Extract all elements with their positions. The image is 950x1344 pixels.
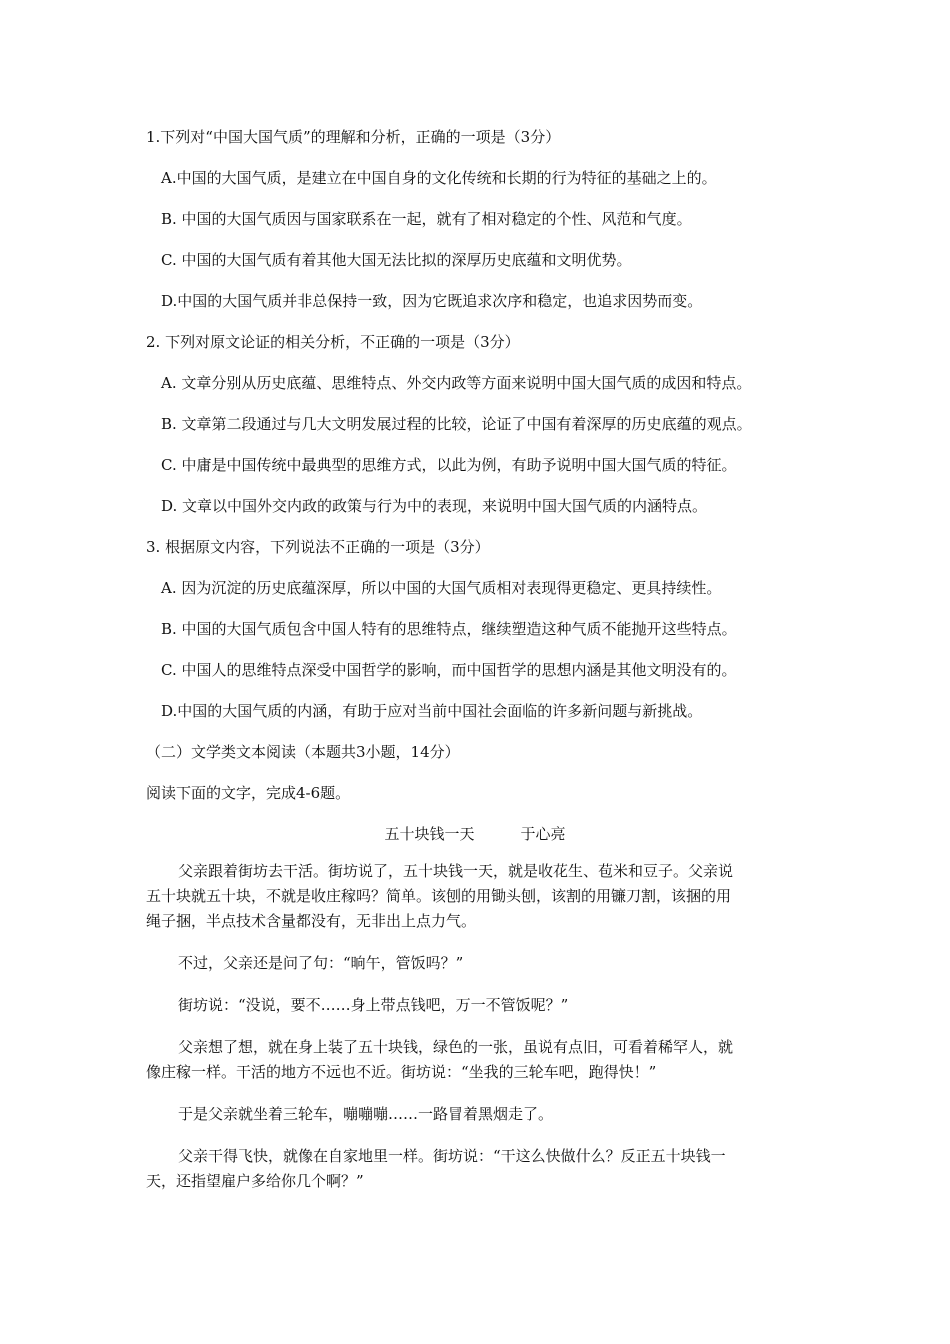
story-author: 于心亮: [520, 825, 566, 843]
story-paragraph-6-line-2: 天，还指望雇户多给你几个啊？”: [146, 1172, 364, 1190]
question-2-option-d: D. 文章以中国外交内政的政策与行为中的表现，来说明中国大国气质的内涵特点。: [161, 497, 708, 515]
question-1-option-d: D.中国的大国气质并非总保持一致，因为它既追求次序和稳定，也追求因势而变。: [161, 292, 703, 310]
story-paragraph-6-line-1: 父亲干得飞快，就像在自家地里一样。街坊说：“干这么快做什么？反正五十块钱一: [178, 1147, 726, 1165]
story-title: 五十块钱一天: [384, 825, 475, 843]
question-2-option-a: A. 文章分别从历史底蕴、思维特点、外交内政等方面来说明中国大国气质的成因和特点。: [161, 374, 752, 392]
story-paragraph-5: 于是父亲就坐着三轮车，嘣嘣嘣……一路冒着黑烟走了。: [178, 1105, 554, 1123]
question-2-option-b: B. 文章第二段通过与几大文明发展过程的比较，论证了中国有着深厚的历史底蕴的观点。: [161, 415, 752, 433]
story-paragraph-1-line-3: 绳子捆，半点技术含量都没有，无非出上点力气。: [146, 912, 477, 930]
question-1-option-b: B. 中国的大国气质因与国家联系在一起，就有了相对稳定的个性、风范和气度。: [161, 210, 692, 228]
story-paragraph-3: 街坊说：“没说，要不……身上带点钱吧，万一不管饭呢？”: [178, 996, 569, 1014]
question-1-option-a: A.中国的大国气质，是建立在中国自身的文化传统和长期的行为特征的基础之上的。: [161, 169, 717, 187]
question-1-option-c: C. 中国的大国气质有着其他大国无法比拟的深厚历史底蕴和文明优势。: [161, 251, 632, 269]
story-paragraph-1-line-1: 父亲跟着街坊去干活。街坊说了，五十块钱一天，就是收花生、苞米和豆子。父亲说: [178, 862, 734, 880]
question-3-option-c: C. 中国人的思维特点深受中国哲学的影响，而中国哲学的思想内涵是其他文明没有的。: [161, 661, 737, 679]
section-heading: （二）文学类文本阅读（本题共3小题，14分）: [146, 743, 460, 761]
story-title-line: [0, 824, 950, 844]
story-paragraph-4-line-2: 像庄稼一样。干活的地方不远也不近。街坊说：“坐我的三轮车吧，跑得快！”: [146, 1063, 657, 1081]
question-2-option-c: C. 中庸是中国传统中最典型的思维方式，以此为例，有助予说明中国大国气质的特征。: [161, 456, 737, 474]
question-2-stem: 2. 下列对原文论证的相关分析，不正确的一项是（3分）: [146, 333, 520, 351]
story-paragraph-2: 不过，父亲还是问了句：“晌午，管饭吗？”: [178, 954, 464, 972]
story-paragraph-1-line-2: 五十块就五十块，不就是收庄稼吗？简单。该刨的用锄头刨，该割的用镰刀割，该捆的用: [146, 887, 732, 905]
question-1-stem: 1.下列对“中国大国气质”的理解和分析，正确的一项是（3分）: [146, 128, 561, 146]
story-paragraph-4-line-1: 父亲想了想，就在身上装了五十块钱，绿色的一张，虽说有点旧，可看着稀罕人，就: [178, 1038, 734, 1056]
question-3-stem: 3. 根据原文内容，下列说法不正确的一项是（3分）: [146, 538, 490, 556]
question-3-option-b: B. 中国的大国气质包含中国人特有的思维特点，继续塑造这种气质不能抛开这些特点。: [161, 620, 737, 638]
section-instruction: 阅读下面的文字，完成4-6题。: [146, 784, 351, 802]
question-3-option-d: D.中国的大国气质的内涵，有助于应对当前中国社会面临的许多新问题与新挑战。: [161, 702, 703, 720]
question-3-option-a: A. 因为沉淀的历史底蕴深厚，所以中国的大国气质相对表现得更稳定、更具持续性。: [161, 579, 722, 597]
